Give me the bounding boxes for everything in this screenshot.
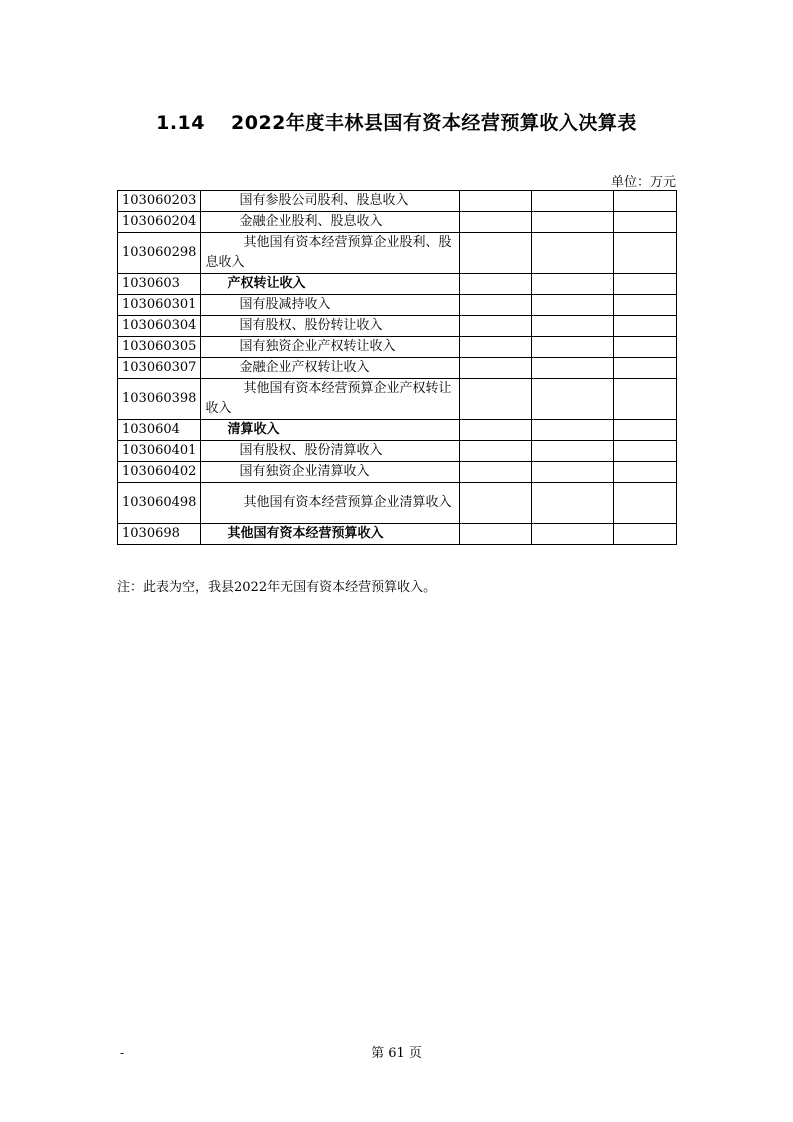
unit-label: 单位：万元	[610, 175, 676, 190]
row-name: 清算收入	[201, 420, 459, 441]
table-row	[118, 191, 677, 212]
table-row	[118, 337, 677, 358]
row-name: 其他国有资本经营预算企业产权转让收入	[201, 379, 459, 420]
row-value-cell	[459, 420, 531, 441]
row-name: 国有独资企业产权转让收入	[201, 337, 459, 358]
row-value-cell	[532, 462, 613, 483]
table-row	[118, 524, 677, 545]
row-value-cell	[532, 212, 613, 233]
row-value-cell	[532, 524, 613, 545]
row-code: 103060203	[118, 191, 201, 212]
row-name: 国有股权、股份清算收入	[201, 441, 459, 462]
row-name: 国有参股公司股利、股息收入	[201, 191, 459, 212]
row-name: 金融企业产权转让收入	[201, 358, 459, 379]
row-name: 国有独资企业清算收入	[201, 462, 459, 483]
row-value-cell	[613, 337, 676, 358]
table-row	[118, 316, 677, 337]
row-code: 103060402	[118, 462, 201, 483]
row-value-cell	[613, 316, 676, 337]
row-value-cell	[613, 379, 676, 420]
row-name: 金融企业股利、股息收入	[201, 212, 459, 233]
row-value-cell	[613, 191, 676, 212]
row-code: 103060304	[118, 316, 201, 337]
row-value-cell	[459, 441, 531, 462]
table-row	[118, 295, 677, 316]
row-value-cell	[613, 462, 676, 483]
row-value-cell	[613, 483, 676, 524]
row-value-cell	[459, 233, 531, 274]
row-value-cell	[613, 420, 676, 441]
row-name: 其他国有资本经营预算收入	[201, 524, 459, 545]
table-row	[118, 212, 677, 233]
row-value-cell	[459, 316, 531, 337]
row-value-cell	[532, 358, 613, 379]
row-value-cell	[532, 420, 613, 441]
row-value-cell	[532, 274, 613, 295]
row-value-cell	[613, 233, 676, 274]
row-value-cell	[532, 191, 613, 212]
row-code: 1030698	[118, 524, 201, 545]
row-value-cell	[532, 337, 613, 358]
row-value-cell	[459, 483, 531, 524]
budget-table-body	[118, 191, 677, 545]
row-value-cell	[613, 212, 676, 233]
row-value-cell	[613, 358, 676, 379]
table-row	[118, 358, 677, 379]
row-value-cell	[613, 441, 676, 462]
row-value-cell	[459, 379, 531, 420]
table-row	[118, 483, 677, 524]
table-note: 注：此表为空，我县2022年无国有资本经营预算收入。	[117, 580, 437, 595]
row-value-cell	[613, 274, 676, 295]
row-code: 103060307	[118, 358, 201, 379]
table-row	[118, 233, 677, 274]
row-value-cell	[613, 295, 676, 316]
row-name: 其他国有资本经营预算企业股利、股息收入	[201, 233, 459, 274]
table-row	[118, 420, 677, 441]
row-code: 103060204	[118, 212, 201, 233]
table-row	[118, 379, 677, 420]
row-value-cell	[532, 483, 613, 524]
row-value-cell	[459, 358, 531, 379]
row-value-cell	[459, 212, 531, 233]
row-value-cell	[532, 441, 613, 462]
budget-table	[117, 190, 677, 545]
row-value-cell	[459, 524, 531, 545]
title-number: 1.14	[156, 112, 205, 134]
row-code: 1030604	[118, 420, 201, 441]
row-value-cell	[613, 524, 676, 545]
row-code: 103060301	[118, 295, 201, 316]
footer-dash: -	[120, 1046, 125, 1060]
row-code: 1030603	[118, 274, 201, 295]
table-row	[118, 441, 677, 462]
title-text: 2022年度丰林县国有资本经营预算收入决算表	[231, 112, 637, 134]
row-value-cell	[459, 462, 531, 483]
row-value-cell	[459, 191, 531, 212]
row-code: 103060398	[118, 379, 201, 420]
row-value-cell	[459, 274, 531, 295]
row-name: 国有股权、股份转让收入	[201, 316, 459, 337]
row-code: 103060401	[118, 441, 201, 462]
table-row	[118, 462, 677, 483]
row-value-cell	[532, 379, 613, 420]
row-code: 103060305	[118, 337, 201, 358]
row-value-cell	[532, 233, 613, 274]
row-code: 103060298	[118, 233, 201, 274]
row-value-cell	[532, 295, 613, 316]
table-row	[118, 274, 677, 295]
row-value-cell	[532, 316, 613, 337]
row-name: 其他国有资本经营预算企业清算收入	[201, 483, 459, 524]
row-value-cell	[459, 295, 531, 316]
row-name: 国有股减持收入	[201, 295, 459, 316]
row-code: 103060498	[118, 483, 201, 524]
row-value-cell	[459, 337, 531, 358]
page-title	[0, 108, 793, 135]
row-name: 产权转让收入	[201, 274, 459, 295]
page-number: 第 61 页	[371, 1046, 422, 1061]
